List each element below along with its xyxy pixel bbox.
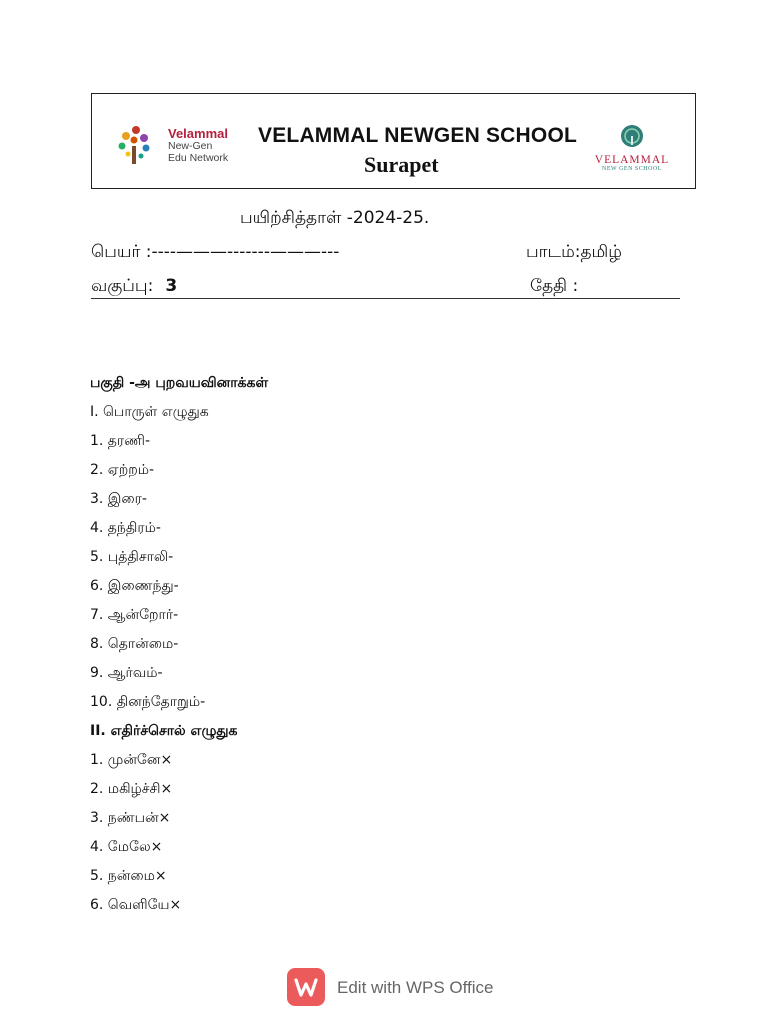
brand-text: [168, 128, 228, 164]
date-field: தேதி :: [530, 276, 579, 296]
list-item: 3. நண்பன்×: [90, 810, 171, 826]
list-item: 8. தொன்மை-: [90, 636, 179, 652]
brand-sub-2: Edu Network: [168, 152, 229, 164]
right-logo-sub: NEW GEN SCHOOL: [602, 166, 662, 172]
school-name: VELAMMAL NEWGEN SCHOOL: [258, 124, 578, 147]
wps-logo-icon[interactable]: [287, 968, 325, 1006]
school-header: [91, 93, 696, 189]
wps-edit-link[interactable]: Edit with WPS Office: [337, 978, 494, 997]
list-item: 7. ஆன்றோர்-: [90, 607, 179, 623]
list-item: 5. நன்மை×: [90, 868, 167, 884]
brand-sub-1: New-Gen: [168, 140, 213, 152]
list-item: 4. தந்திரம்-: [90, 520, 161, 536]
school-place: Surapet: [364, 152, 439, 177]
worksheet-content: [90, 373, 690, 924]
list-item: 3. இரை-: [90, 491, 147, 507]
subject-field: பாடம்:தமிழ்: [526, 242, 622, 262]
list-item: 5. புத்திசாலி-: [90, 549, 174, 565]
brand-name: Velammal: [168, 126, 228, 141]
right-logo-text: VELAMMAL: [594, 154, 670, 166]
list-item: 4. மேலே×: [90, 839, 163, 855]
name-field: பெயர் :----———-------———---: [91, 242, 340, 262]
right-logo: [584, 124, 680, 172]
section-a-heading: பகுதி -அ புறவயவினாக்கள்: [90, 375, 269, 391]
list-item: 2. ஏற்றம்-: [90, 462, 155, 478]
class-field: [91, 276, 177, 298]
section-a-subheading: I. பொருள் எழுதுக: [90, 404, 209, 420]
list-item: 1. முன்னே×: [90, 752, 173, 768]
list-item: 6. இணைந்து-: [90, 578, 179, 594]
list-item: 10. தினந்தோறும்-: [90, 694, 206, 710]
wps-w-icon: [287, 968, 325, 1006]
header-divider: [91, 298, 680, 299]
list-item: 6. வெளியே×: [90, 897, 182, 913]
class-label: வகுப்பு:: [91, 276, 154, 296]
list-item: 2. மகிழ்ச்சி×: [90, 781, 173, 797]
worksheet-title: பயிற்சித்தாள் -2024-25.: [240, 208, 430, 228]
list-item: 1. தரணி-: [90, 433, 151, 449]
tree-logo-icon: [112, 122, 156, 166]
list-item: 9. ஆர்வம்-: [90, 665, 163, 681]
section-b-heading: II. எதிர்ச்சொல் எழுதுக: [90, 723, 238, 739]
tree-emblem-icon: [618, 124, 646, 148]
class-value: 3: [165, 276, 178, 296]
